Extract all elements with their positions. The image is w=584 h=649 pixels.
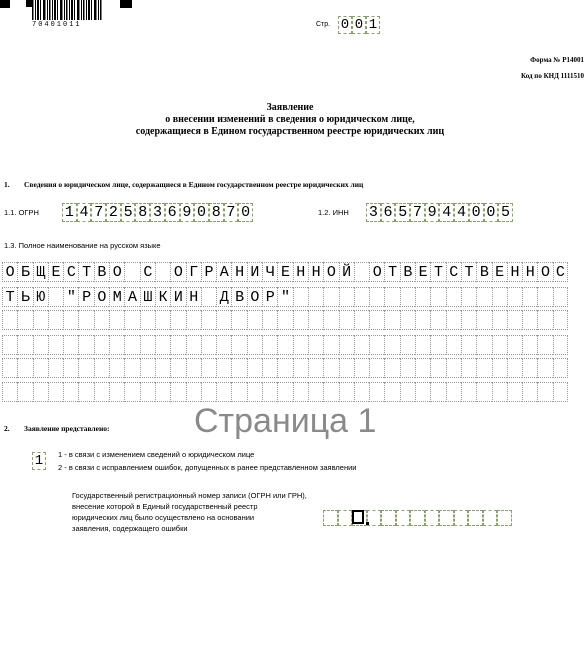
digit-cell: 4 bbox=[439, 203, 454, 222]
name-char-cell bbox=[293, 310, 308, 330]
document-title bbox=[60, 102, 520, 138]
name-char-cell bbox=[492, 287, 507, 307]
name-char-cell: Т bbox=[461, 262, 476, 282]
name-char-cell bbox=[94, 382, 109, 402]
page-label: Стр. bbox=[316, 21, 331, 28]
name-char-cell bbox=[247, 382, 262, 402]
name-char-cell bbox=[384, 310, 399, 330]
name-char-cell: Т bbox=[2, 287, 17, 307]
name-char-cell bbox=[170, 335, 185, 355]
name-char-cell bbox=[323, 358, 338, 378]
digit-cell bbox=[323, 510, 338, 526]
name-char-cell bbox=[461, 382, 476, 402]
name-char-cell bbox=[216, 382, 231, 402]
name-char-cell: Ч bbox=[262, 262, 277, 282]
name-char-cell bbox=[415, 382, 430, 402]
name-char-cell bbox=[537, 287, 552, 307]
digit-cell: 3 bbox=[366, 203, 381, 222]
name-char-cell bbox=[308, 358, 323, 378]
option-1-text: 1 - в связи с изменением сведений о юридическом лице bbox=[58, 450, 255, 459]
name-char-cell bbox=[33, 335, 48, 355]
name-char-cell: Д bbox=[216, 287, 231, 307]
name-char-cell bbox=[124, 335, 139, 355]
name-char-cell bbox=[461, 287, 476, 307]
name-char-cell: Н bbox=[186, 287, 201, 307]
name-char-cell bbox=[400, 335, 415, 355]
name-char-cell bbox=[124, 310, 139, 330]
name-char-cell bbox=[446, 310, 461, 330]
name-char-cell bbox=[33, 382, 48, 402]
name-char-cell bbox=[277, 358, 292, 378]
name-char-cell: С bbox=[446, 262, 461, 282]
name-char-cell bbox=[78, 310, 93, 330]
name-char-cell bbox=[216, 358, 231, 378]
digit-cell: 4 bbox=[454, 203, 469, 222]
name-char-cell: " bbox=[63, 287, 78, 307]
name-char-cell bbox=[216, 335, 231, 355]
name-char-cell bbox=[461, 358, 476, 378]
name-char-cell bbox=[492, 358, 507, 378]
name-char-cell: Т bbox=[430, 262, 445, 282]
section-2-number: 2. bbox=[4, 424, 10, 433]
name-char-cell: Б bbox=[17, 262, 32, 282]
name-char-cell bbox=[369, 310, 384, 330]
name-char-cell bbox=[2, 382, 17, 402]
inn-field[interactable] bbox=[366, 203, 513, 222]
name-char-cell: К bbox=[155, 287, 170, 307]
name-char-cell bbox=[415, 310, 430, 330]
name-char-cell: Ь bbox=[17, 287, 32, 307]
name-char-cell: Е bbox=[277, 262, 292, 282]
name-char-cell bbox=[170, 358, 185, 378]
name-char-cell: С bbox=[140, 262, 155, 282]
name-char-cell bbox=[400, 310, 415, 330]
ogrn-field[interactable] bbox=[62, 203, 253, 222]
grn-text-line: Государственный регистрационный номер записи (ОГРН или ГРН), bbox=[72, 491, 307, 500]
title-line: содержащиеся в Едином государственном реестре юридических лиц bbox=[135, 126, 445, 137]
name-char-cell bbox=[124, 382, 139, 402]
digit-cell bbox=[425, 510, 440, 526]
name-char-cell bbox=[94, 335, 109, 355]
name-char-cell bbox=[308, 287, 323, 307]
name-char-cell: Т bbox=[384, 262, 399, 282]
name-char-cell bbox=[78, 358, 93, 378]
name-char-cell: А bbox=[216, 262, 231, 282]
name-char-cell bbox=[369, 335, 384, 355]
name-char-cell: В bbox=[94, 262, 109, 282]
name-char-cell bbox=[170, 382, 185, 402]
name-char-cell: О bbox=[247, 287, 262, 307]
name-char-cell bbox=[140, 335, 155, 355]
name-char-cell bbox=[492, 335, 507, 355]
name-char-cell bbox=[48, 287, 63, 307]
name-char-cell bbox=[507, 287, 522, 307]
name-char-cell bbox=[48, 382, 63, 402]
name-char-cell bbox=[94, 358, 109, 378]
page-number-field[interactable] bbox=[338, 16, 380, 34]
name-char-cell bbox=[446, 335, 461, 355]
name-char-cell bbox=[63, 382, 78, 402]
name-char-cell bbox=[537, 335, 552, 355]
digit-cell: 4 bbox=[77, 203, 92, 222]
name-char-cell bbox=[354, 382, 369, 402]
name-char-cell bbox=[17, 310, 32, 330]
digit-cell bbox=[454, 510, 469, 526]
name-char-cell bbox=[400, 287, 415, 307]
name-char-cell: В bbox=[400, 262, 415, 282]
name-char-cell: Н bbox=[522, 262, 537, 282]
digit-cell: 3 bbox=[150, 203, 165, 222]
name-char-cell bbox=[400, 382, 415, 402]
name-char-cell bbox=[155, 262, 170, 282]
name-char-cell bbox=[537, 310, 552, 330]
name-char-cell bbox=[522, 358, 537, 378]
name-char-cell bbox=[553, 310, 568, 330]
name-char-cell bbox=[323, 382, 338, 402]
name-char-cell: Н bbox=[308, 262, 323, 282]
corner-mark bbox=[120, 0, 132, 8]
digit-cell bbox=[410, 510, 425, 526]
name-char-cell: О bbox=[170, 262, 185, 282]
name-char-cell bbox=[124, 262, 139, 282]
digit-cell: 5 bbox=[395, 203, 410, 222]
name-char-cell bbox=[63, 358, 78, 378]
title-line: Заявление bbox=[266, 102, 314, 113]
name-char-cell bbox=[553, 287, 568, 307]
digit-cell: 7 bbox=[224, 203, 239, 222]
name-char-cell: Р bbox=[78, 287, 93, 307]
name-char-cell bbox=[231, 358, 246, 378]
name-char-cell: Й bbox=[339, 262, 354, 282]
name-char-cell bbox=[262, 358, 277, 378]
name-char-cell bbox=[247, 335, 262, 355]
name-char-cell bbox=[201, 358, 216, 378]
name-char-cell bbox=[507, 382, 522, 402]
name-char-cell bbox=[446, 358, 461, 378]
name-char-cell bbox=[201, 382, 216, 402]
name-char-cell bbox=[293, 382, 308, 402]
name-char-cell: Ю bbox=[33, 287, 48, 307]
name-char-cell: Е bbox=[415, 262, 430, 282]
name-label: 1.3. Полное наименование на русском языке bbox=[4, 241, 161, 250]
digit-cell: 8 bbox=[135, 203, 150, 222]
name-grid-row bbox=[2, 358, 568, 378]
digit-cell bbox=[483, 510, 498, 526]
name-char-cell bbox=[293, 358, 308, 378]
name-char-cell bbox=[186, 310, 201, 330]
name-char-cell bbox=[186, 382, 201, 402]
name-char-cell bbox=[293, 287, 308, 307]
grn-description bbox=[72, 490, 307, 534]
page-watermark: Страница 1 bbox=[194, 402, 377, 440]
digit-cell: 0 bbox=[238, 203, 253, 222]
name-char-cell bbox=[339, 335, 354, 355]
name-char-cell bbox=[430, 287, 445, 307]
name-char-cell bbox=[507, 335, 522, 355]
name-char-cell: С bbox=[553, 262, 568, 282]
digit-cell: 9 bbox=[425, 203, 440, 222]
knd-code: Код по КНД 1111510 bbox=[520, 72, 584, 80]
name-char-cell bbox=[33, 310, 48, 330]
name-char-cell: А bbox=[124, 287, 139, 307]
name-char-cell bbox=[140, 310, 155, 330]
name-char-cell bbox=[78, 335, 93, 355]
name-char-cell bbox=[415, 335, 430, 355]
name-char-cell bbox=[140, 382, 155, 402]
name-char-cell bbox=[277, 382, 292, 402]
grn-text-line: внесение которой в Единый государственный реестр bbox=[72, 502, 258, 511]
digit-cell: 0 bbox=[352, 16, 366, 34]
name-char-cell bbox=[2, 358, 17, 378]
name-char-cell bbox=[461, 335, 476, 355]
name-char-cell bbox=[277, 310, 292, 330]
name-char-cell: С bbox=[63, 262, 78, 282]
name-char-cell bbox=[109, 310, 124, 330]
name-char-cell bbox=[63, 335, 78, 355]
inn-label: 1.2. ИНН bbox=[318, 208, 349, 217]
name-char-cell: Г bbox=[186, 262, 201, 282]
barcode-number: 70401011 bbox=[32, 21, 82, 29]
name-char-cell: Р bbox=[201, 262, 216, 282]
name-char-cell bbox=[384, 287, 399, 307]
digit-cell: 5 bbox=[121, 203, 136, 222]
name-char-cell bbox=[109, 382, 124, 402]
name-char-cell: М bbox=[109, 287, 124, 307]
name-char-cell bbox=[2, 335, 17, 355]
name-char-cell bbox=[446, 287, 461, 307]
section-1-number: 1. bbox=[4, 180, 10, 189]
name-grid-row bbox=[2, 310, 568, 330]
name-char-cell bbox=[553, 358, 568, 378]
name-char-cell: Н bbox=[293, 262, 308, 282]
title-line: о внесении изменений в сведения о юридическом лице, bbox=[165, 114, 415, 125]
name-char-cell bbox=[48, 310, 63, 330]
name-char-cell bbox=[308, 310, 323, 330]
submission-reason-field[interactable] bbox=[32, 452, 46, 470]
digit-cell: 1 bbox=[62, 203, 77, 222]
name-char-cell bbox=[201, 310, 216, 330]
name-char-cell bbox=[492, 382, 507, 402]
name-grid-row bbox=[2, 287, 568, 307]
name-char-cell bbox=[461, 310, 476, 330]
name-char-cell bbox=[339, 358, 354, 378]
name-char-cell bbox=[262, 310, 277, 330]
name-char-cell bbox=[17, 358, 32, 378]
name-grid-row bbox=[2, 382, 568, 402]
name-char-cell bbox=[155, 382, 170, 402]
name-char-cell bbox=[553, 335, 568, 355]
name-char-cell bbox=[48, 358, 63, 378]
name-grid-row bbox=[2, 262, 568, 282]
name-char-cell bbox=[231, 310, 246, 330]
name-char-cell bbox=[78, 382, 93, 402]
name-char-cell bbox=[507, 310, 522, 330]
name-char-cell: И bbox=[247, 262, 262, 282]
digit-cell: 5 bbox=[498, 203, 513, 222]
name-char-cell: Е bbox=[492, 262, 507, 282]
name-char-cell bbox=[537, 382, 552, 402]
name-char-cell: О bbox=[109, 262, 124, 282]
name-char-cell bbox=[231, 382, 246, 402]
name-char-cell bbox=[430, 310, 445, 330]
form-number: Форма № Р14001 bbox=[530, 56, 584, 64]
name-grid-row bbox=[2, 335, 568, 355]
name-char-cell bbox=[109, 335, 124, 355]
name-char-cell bbox=[94, 310, 109, 330]
name-char-cell bbox=[140, 358, 155, 378]
name-char-cell bbox=[247, 358, 262, 378]
name-char-cell: В bbox=[476, 262, 491, 282]
name-char-cell bbox=[476, 358, 491, 378]
name-char-cell bbox=[354, 335, 369, 355]
name-char-cell bbox=[354, 358, 369, 378]
name-char-cell: Ш bbox=[140, 287, 155, 307]
name-char-cell bbox=[48, 335, 63, 355]
name-char-cell bbox=[262, 382, 277, 402]
name-char-cell bbox=[109, 358, 124, 378]
name-char-cell bbox=[323, 287, 338, 307]
name-char-cell bbox=[216, 310, 231, 330]
name-char-cell: " bbox=[277, 287, 292, 307]
name-char-cell: Щ bbox=[33, 262, 48, 282]
name-char-cell: О bbox=[323, 262, 338, 282]
digit-cell: 0 bbox=[469, 203, 484, 222]
digit-cell bbox=[338, 510, 353, 526]
name-char-cell bbox=[522, 287, 537, 307]
name-char-cell bbox=[155, 335, 170, 355]
section-1-heading: Сведения о юридическом лице, содержащиеся в Едином государственном реестре юридических лиц bbox=[24, 180, 364, 189]
ogrn-label: 1.1. ОГРН bbox=[4, 208, 39, 217]
name-char-cell bbox=[186, 335, 201, 355]
name-char-cell bbox=[201, 287, 216, 307]
name-char-cell bbox=[354, 310, 369, 330]
name-char-cell bbox=[522, 310, 537, 330]
name-char-cell bbox=[231, 335, 246, 355]
name-char-cell bbox=[308, 382, 323, 402]
name-char-cell: И bbox=[170, 287, 185, 307]
digit-cell: 8 bbox=[209, 203, 224, 222]
digit-cell bbox=[439, 510, 454, 526]
name-char-cell bbox=[430, 382, 445, 402]
name-char-cell: Т bbox=[78, 262, 93, 282]
digit-cell bbox=[497, 510, 512, 526]
name-char-cell bbox=[522, 382, 537, 402]
name-char-cell: Н bbox=[231, 262, 246, 282]
name-char-cell bbox=[186, 358, 201, 378]
text-cursor-tail bbox=[366, 522, 369, 525]
digit-cell: 9 bbox=[180, 203, 195, 222]
name-char-cell: В bbox=[231, 287, 246, 307]
digit-cell bbox=[396, 510, 411, 526]
name-char-cell bbox=[170, 310, 185, 330]
name-char-cell: О bbox=[2, 262, 17, 282]
name-char-cell bbox=[201, 335, 216, 355]
digit-cell: 7 bbox=[91, 203, 106, 222]
name-char-cell bbox=[124, 358, 139, 378]
grn-text-line: юридических лиц было осуществлено на основании bbox=[72, 513, 255, 522]
name-char-cell bbox=[339, 382, 354, 402]
name-char-cell bbox=[492, 310, 507, 330]
name-char-cell: Е bbox=[48, 262, 63, 282]
name-char-cell bbox=[446, 382, 461, 402]
name-char-cell bbox=[17, 382, 32, 402]
name-char-cell bbox=[277, 335, 292, 355]
digit-cell: 7 bbox=[410, 203, 425, 222]
digit-cell: 6 bbox=[165, 203, 180, 222]
name-char-cell bbox=[476, 287, 491, 307]
digit-cell: 0 bbox=[194, 203, 209, 222]
digit-cell: 6 bbox=[381, 203, 396, 222]
name-char-cell bbox=[507, 358, 522, 378]
name-char-cell: О bbox=[537, 262, 552, 282]
name-char-cell bbox=[476, 382, 491, 402]
digit-cell bbox=[381, 510, 396, 526]
name-char-cell: О bbox=[369, 262, 384, 282]
name-char-cell bbox=[369, 287, 384, 307]
digit-cell: 0 bbox=[484, 203, 499, 222]
digit-cell: 0 bbox=[338, 16, 352, 34]
name-char-cell bbox=[155, 358, 170, 378]
name-char-cell bbox=[308, 335, 323, 355]
grn-text-line: заявления, содержащего ошибки bbox=[72, 524, 188, 533]
name-char-cell bbox=[553, 382, 568, 402]
name-char-cell bbox=[339, 287, 354, 307]
name-char-cell bbox=[63, 310, 78, 330]
digit-cell: 2 bbox=[106, 203, 121, 222]
name-char-cell bbox=[476, 310, 491, 330]
name-char-cell: О bbox=[94, 287, 109, 307]
option-2-text: 2 - в связи с исправлением ошибок, допущенных в ранее представленном заявлении bbox=[58, 463, 357, 472]
name-char-cell bbox=[476, 335, 491, 355]
name-char-cell bbox=[430, 335, 445, 355]
name-char-cell bbox=[369, 358, 384, 378]
name-char-cell bbox=[430, 358, 445, 378]
name-char-cell bbox=[323, 310, 338, 330]
name-char-cell bbox=[339, 310, 354, 330]
name-char-cell bbox=[354, 287, 369, 307]
name-char-cell bbox=[293, 335, 308, 355]
name-char-cell bbox=[384, 358, 399, 378]
name-char-cell bbox=[262, 335, 277, 355]
name-char-cell bbox=[155, 310, 170, 330]
digit-cell bbox=[468, 510, 483, 526]
corner-mark bbox=[0, 0, 10, 8]
name-char-cell bbox=[415, 287, 430, 307]
name-char-cell bbox=[323, 335, 338, 355]
name-char-cell bbox=[369, 382, 384, 402]
submission-reason-value: 1 bbox=[34, 453, 44, 469]
name-char-cell bbox=[384, 335, 399, 355]
name-char-cell: Р bbox=[262, 287, 277, 307]
digit-cell: 1 bbox=[366, 16, 380, 34]
name-char-cell bbox=[354, 262, 369, 282]
section-2-heading: Заявление представлено: bbox=[24, 424, 110, 433]
name-char-cell: Н bbox=[507, 262, 522, 282]
name-char-cell bbox=[522, 335, 537, 355]
name-char-cell bbox=[537, 358, 552, 378]
name-char-cell bbox=[17, 335, 32, 355]
text-cursor bbox=[352, 510, 364, 524]
name-char-cell bbox=[384, 382, 399, 402]
name-char-cell bbox=[247, 310, 262, 330]
name-char-cell bbox=[415, 358, 430, 378]
name-char-cell bbox=[2, 310, 17, 330]
name-char-cell bbox=[33, 358, 48, 378]
name-char-cell bbox=[400, 358, 415, 378]
